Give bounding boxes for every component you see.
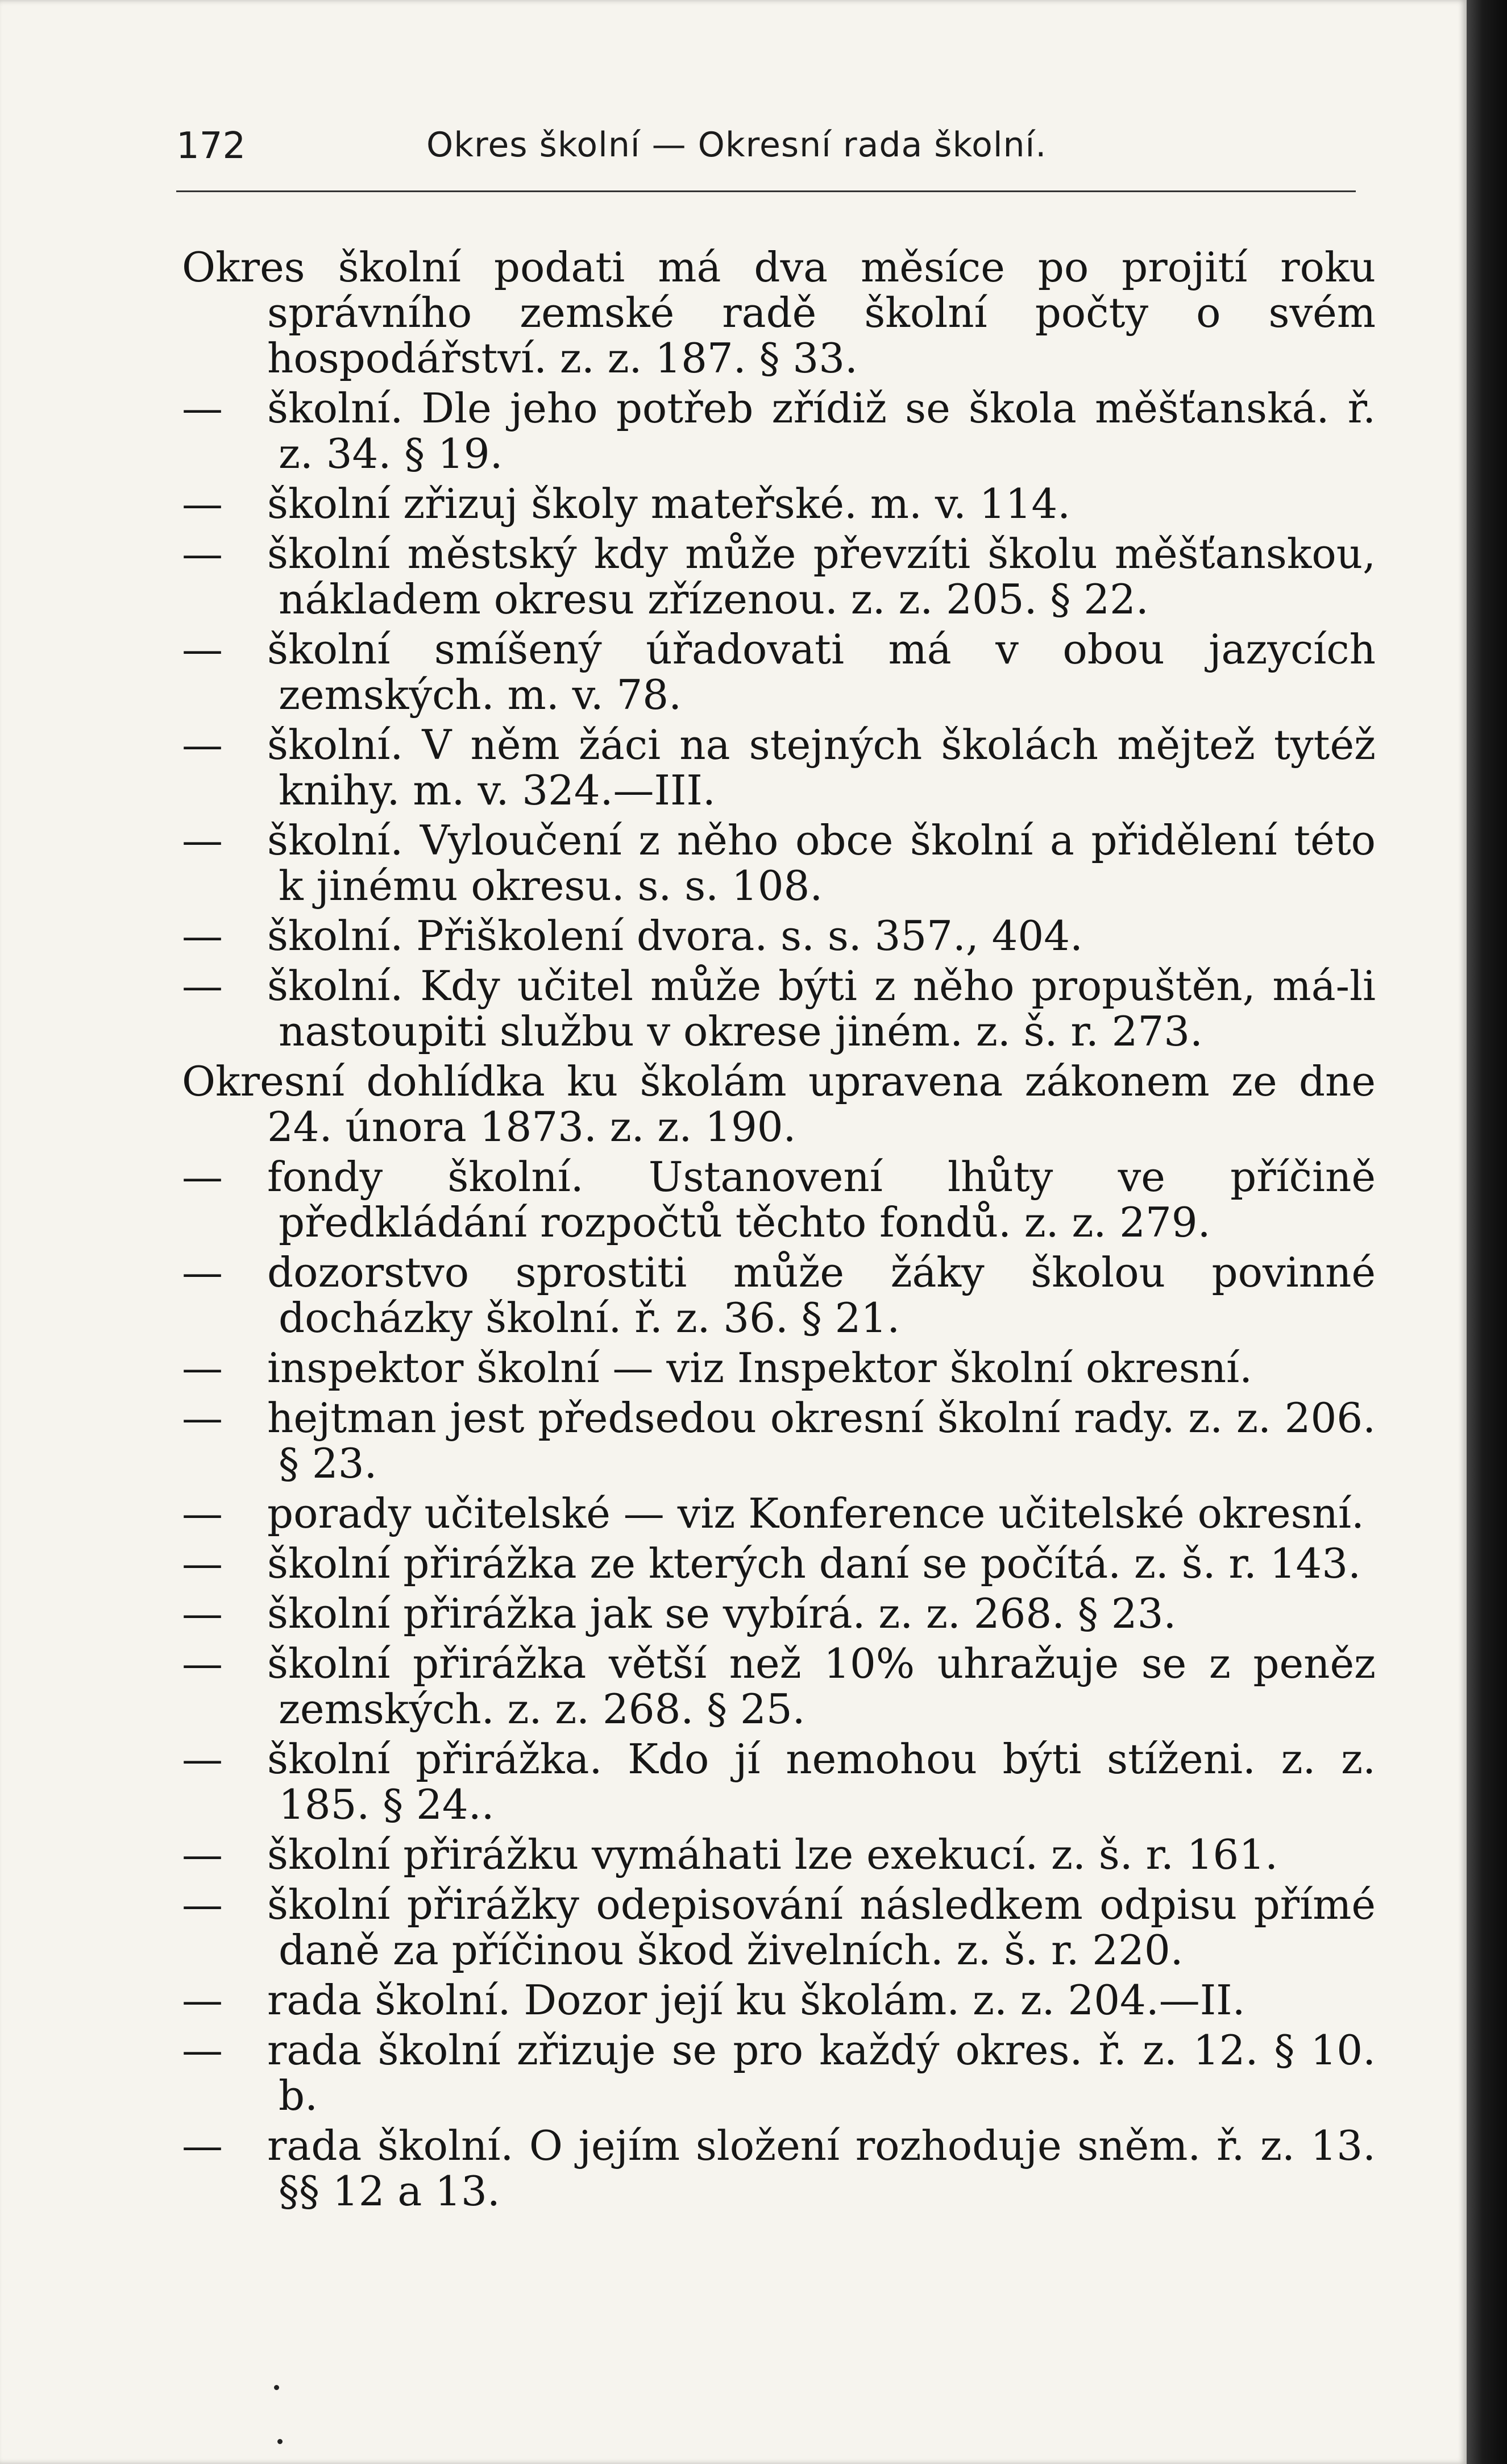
entry-text: školní přirážka ze kterých daní se počítá. z. š. r. 143. [267, 1540, 1361, 1587]
index-subentry [182, 385, 1376, 476]
entry-dash: — [182, 1394, 223, 1442]
entry-text: fondy školní. Ustanovení lhůty ve příčině předkládání rozpočtů těchto fondů. z. z. 279. [267, 1153, 1376, 1246]
entry-dash: — [182, 1831, 223, 1878]
entry-dash: — [182, 962, 223, 1010]
index-subentry [182, 531, 1376, 622]
entry-dash: — [182, 1976, 223, 2024]
entry-dash: — [182, 2122, 223, 2170]
header-rule [176, 190, 1356, 192]
index-subentry [182, 2027, 1376, 2118]
entry-text: školní smíšený úřadovati má v obou jazycích zemských. m. v. 78. [267, 625, 1376, 719]
index-subentry [182, 1345, 1376, 1391]
entry-text: školní přirážku vymáhati lze exekucí. z. š. r. 161. [267, 1831, 1278, 1878]
entry-dash: — [182, 1881, 223, 1928]
entry-text: porady učitelské — viz Konference učitelské okresní. [267, 1490, 1364, 1537]
index-subentry [182, 2123, 1376, 2214]
index-subentry [182, 1832, 1376, 1877]
index-subentry [182, 1491, 1376, 1536]
index-entry-main [182, 1059, 1376, 1150]
entry-text: školní zřizuj školy mateřské. m. v. 114. [267, 480, 1071, 528]
page-edge-shadow [1467, 0, 1507, 2464]
entry-dash: — [182, 625, 223, 673]
index-subentry [182, 1977, 1376, 2023]
entry-dash: — [182, 2026, 223, 2074]
entry-text: Okres školní podati má dva měsíce po projití roku správního zemské radě školní počty o svém hospodářství. z. z. 187. § 33. [182, 243, 1376, 382]
index-subentry [182, 963, 1376, 1054]
entry-dash: — [182, 721, 223, 769]
index-subentry [182, 1591, 1376, 1636]
entry-text: školní přirážka jak se vybírá. z. z. 268. § 23. [267, 1590, 1177, 1637]
entry-dash: — [182, 1490, 223, 1537]
entry-text: inspektor školní — viz Inspektor školní okresní. [267, 1344, 1253, 1392]
entry-text: školní. Kdy učitel může býti z něho propuštěn, má-li nastoupiti službu v okrese jiném. z. š. r. 273. [267, 962, 1376, 1055]
entry-text: školní. Dle jeho potřeb zřídiž se škola měšťanská. ř. z. 34. § 19. [267, 384, 1376, 478]
entry-dash: — [182, 1590, 223, 1637]
entry-dash: — [182, 1153, 223, 1201]
entry-text: rada školní. Dozor její ku školám. z. z. 204.—II. [267, 1976, 1246, 2024]
entry-text: školní městský kdy může převzíti školu měšťanskou, nákladem okresu zřízenou. z. z. 205. § 22. [267, 530, 1376, 623]
entry-dash: — [182, 530, 223, 578]
entry-dash: — [182, 384, 223, 432]
entry-dash: — [182, 1540, 223, 1587]
index-subentry [182, 1641, 1376, 1732]
entry-text: dozorstvo sprostiti může žáky školou povinné docházky školní. ř. z. 36. § 21. [267, 1248, 1376, 1342]
entry-text: školní. Přiškolení dvora. s. s. 357., 404. [267, 912, 1083, 960]
index-subentry [182, 1395, 1376, 1486]
entry-dash: — [182, 912, 223, 960]
entry-dash: — [182, 1248, 223, 1296]
index-subentry [182, 627, 1376, 717]
entry-text: školní přirážka větší než 10% uhražuje se z peněz zemských. z. z. 268. § 25. [267, 1640, 1376, 1733]
index-subentry [182, 913, 1376, 959]
index-subentry [182, 1736, 1376, 1827]
entry-dash: — [182, 816, 223, 864]
index-subentry [182, 818, 1376, 909]
entry-dash: — [182, 480, 223, 528]
index-entry-main [182, 244, 1376, 381]
index-subentry [182, 1541, 1376, 1586]
entry-dash: — [182, 1344, 223, 1392]
page-header [176, 114, 1376, 182]
index-subentry [182, 722, 1376, 813]
entry-text: rada školní. O jejím složení rozhoduje sněm. ř. z. 13. §§ 12 a 13. [267, 2122, 1376, 2215]
entry-text: školní přirážka. Kdo jí nemohou býti stíženi. z. z. 185. § 24.. [267, 1735, 1376, 1828]
ink-speck [277, 2439, 283, 2444]
entry-text: rada školní zřizuje se pro každý okres. ř. z. 12. § 10. b. [267, 2026, 1376, 2119]
index-subentry [182, 1154, 1376, 1245]
entry-text: hejtman jest předsedou okresní školní rady. z. z. 206. § 23. [267, 1394, 1376, 1487]
entry-text: školní přirážky odepisování následkem odpisu přímé daně za příčinou škod živelních. z. š. r. 220. [267, 1881, 1376, 1974]
entry-text: školní. V něm žáci na stejných školách mějtež tytéž knihy. m. v. 324.—III. [267, 721, 1376, 814]
index-entries [182, 244, 1376, 2218]
page-number: 172 [176, 125, 246, 167]
running-head: Okres školní — Okresní rada školní. [426, 125, 1047, 165]
entry-dash: — [182, 1640, 223, 1687]
ink-speck [274, 2385, 279, 2390]
entry-text: Okresní dohlídka ku školám upravena zákonem ze dne 24. února 1873. z. z. 190. [182, 1057, 1376, 1151]
entry-dash: — [182, 1735, 223, 1783]
index-subentry [182, 1250, 1376, 1341]
index-subentry [182, 1882, 1376, 1973]
index-subentry [182, 481, 1376, 526]
entry-text: školní. Vyloučení z něho obce školní a přidělení této k jinému okresu. s. s. 108. [267, 816, 1376, 910]
